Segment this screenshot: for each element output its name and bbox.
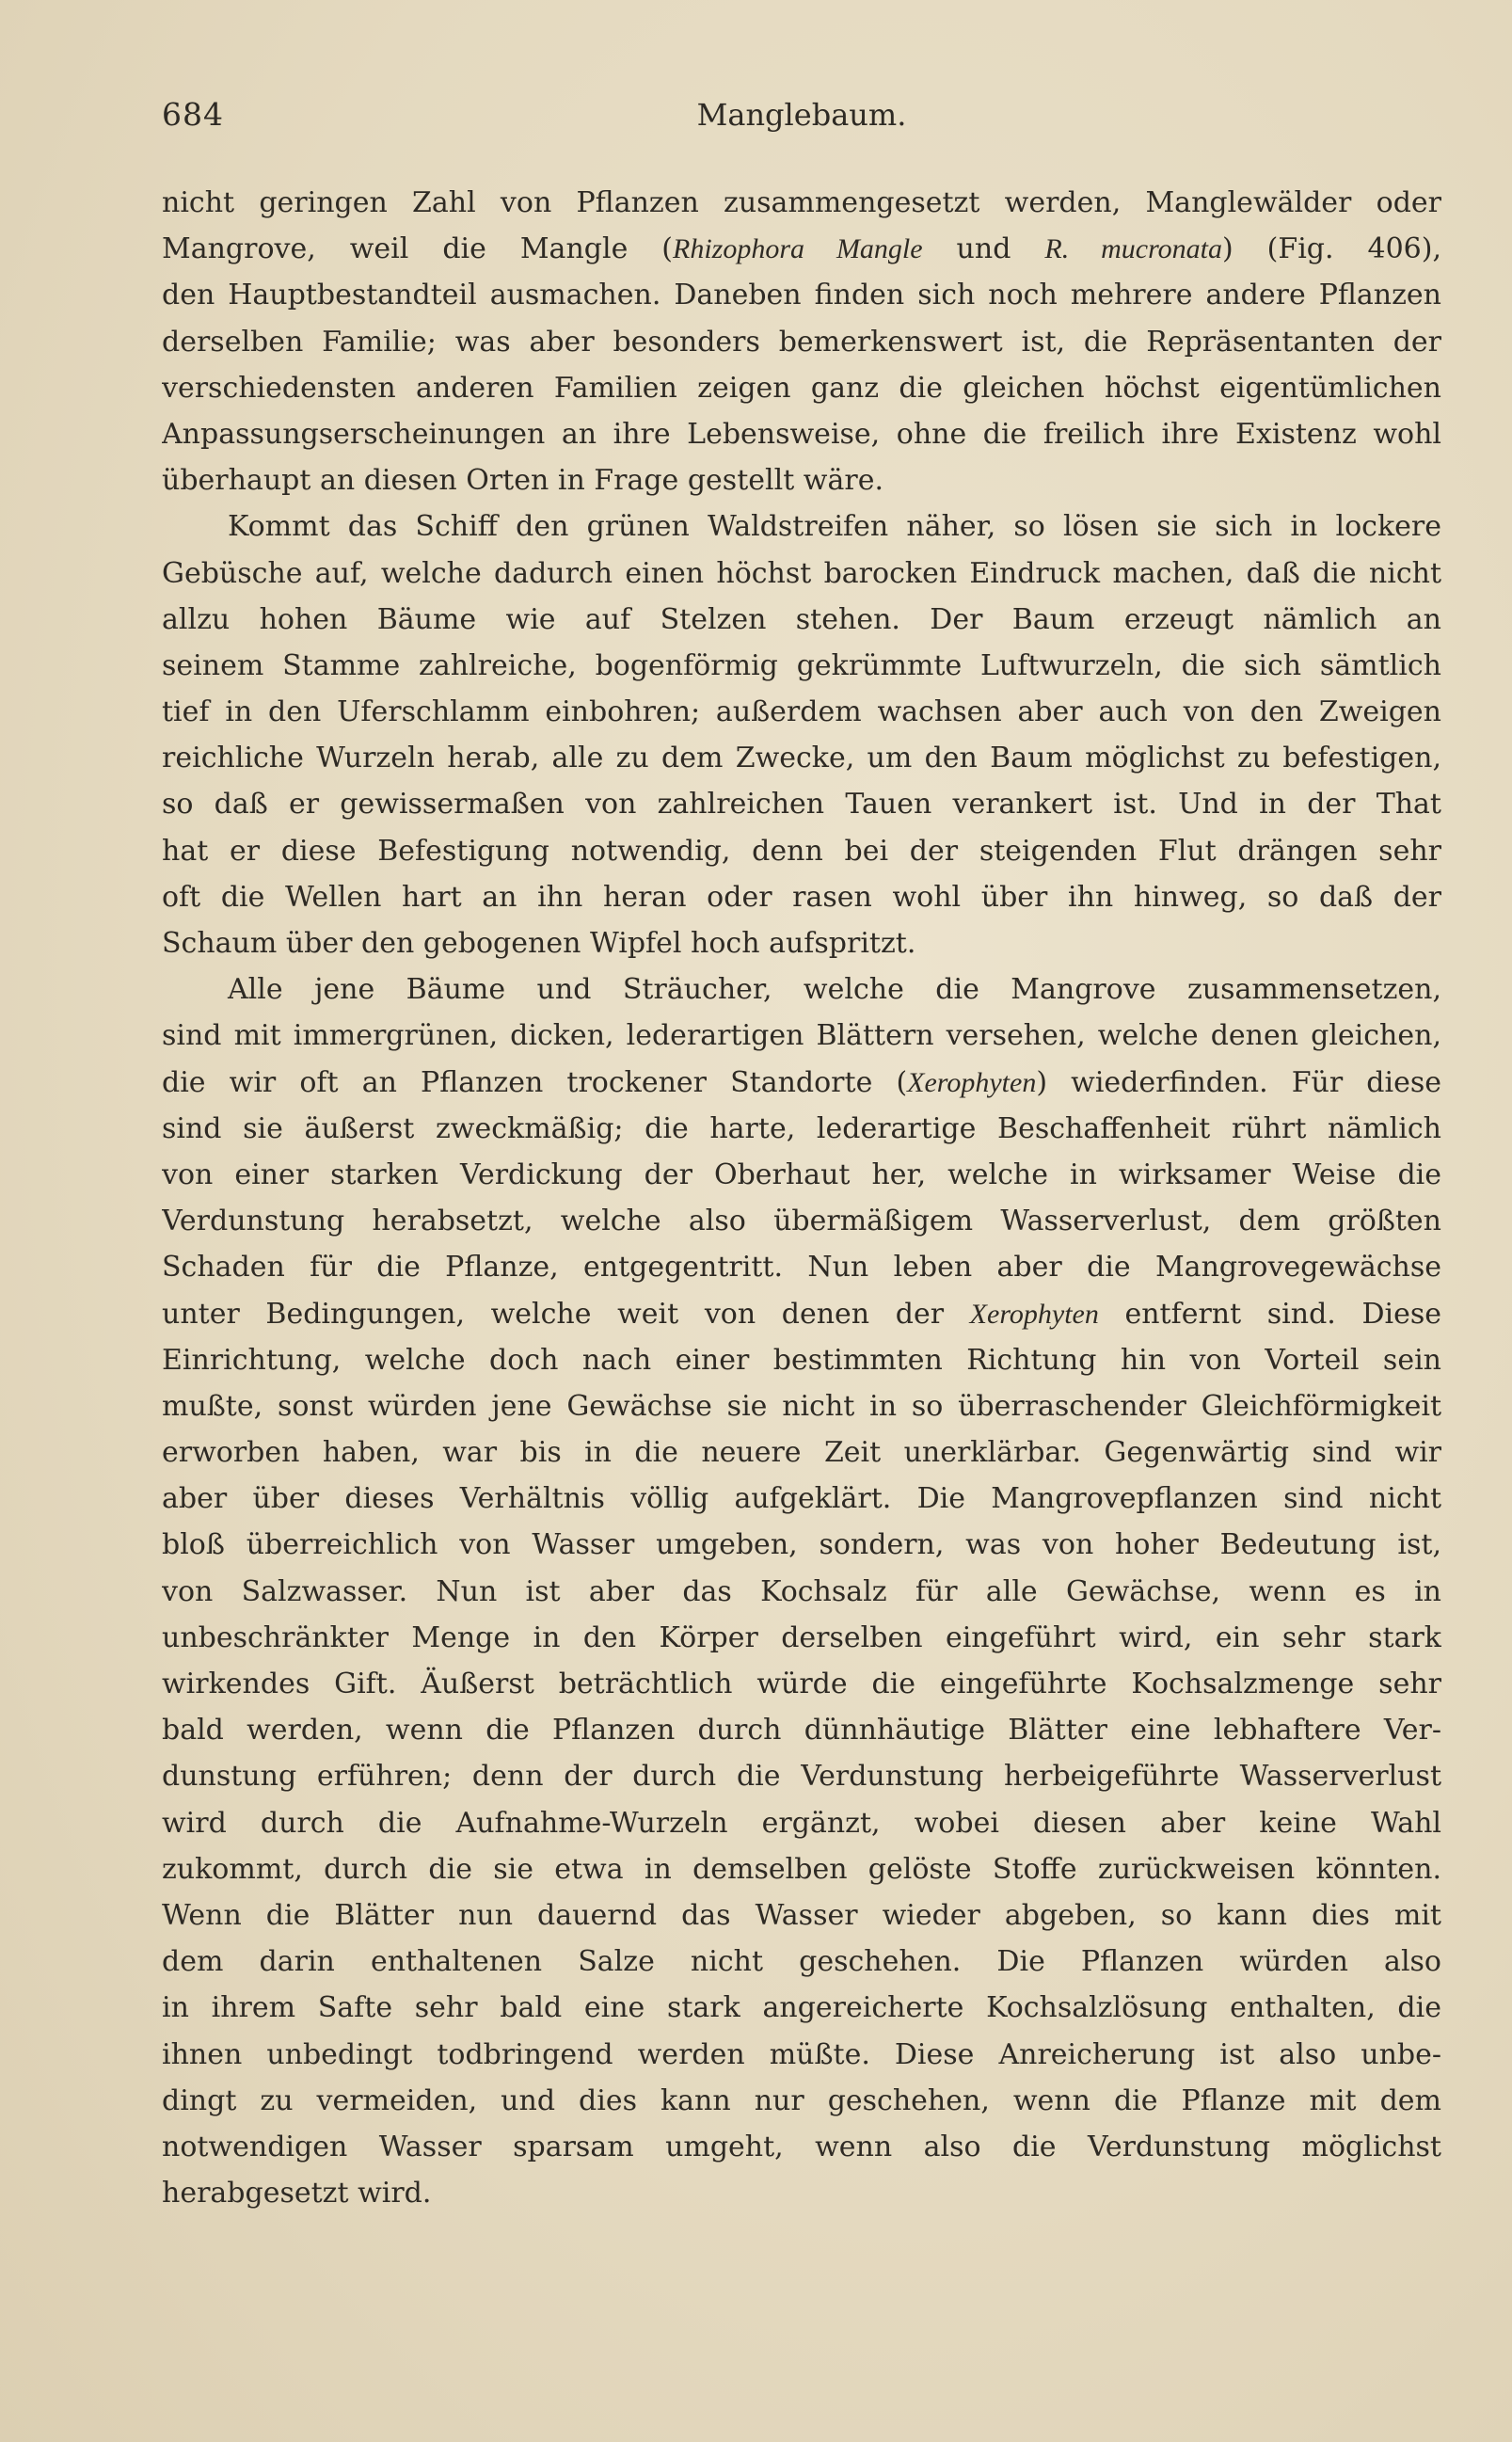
- text-line: mußte, sonst würden jene Gewächse sie nicht in so überraschender Gleichförmigkeit: [162, 1389, 1441, 1423]
- text-line: dem darin enthaltenen Salze nicht geschehen. Die Pflanzen würden also: [162, 1945, 1441, 1979]
- text-line: herabgesetzt wird.: [162, 2177, 432, 2211]
- text-line: ihnen unbedingt todbringend werden müßte. Diese Anreicherung ist also unbe-: [162, 2037, 1441, 2071]
- text-line: [162, 1291, 1441, 1337]
- text-line: hat er diese Befestigung notwendig, denn bei der steigenden Flut drängen sehr: [162, 834, 1441, 868]
- text-line: von Salzwasser. Nun ist aber das Kochsalz für alle Gewächse, wenn es in: [162, 1574, 1441, 1608]
- text-line: wird durch die Aufnahme-Wurzeln ergänzt, wobei diesen aber keine Wahl: [162, 1806, 1441, 1840]
- text-line: Anpassungserscheinungen an ihre Lebensweise, ohne die freilich ihre Existenz wohl: [162, 417, 1441, 451]
- text-segment: ) wiederfinden. Für diese: [1036, 1065, 1441, 1099]
- text-segment: die wir oft an Pflanzen trockener Standorte (: [162, 1065, 908, 1099]
- text-line: Verdunstung herabsetzt, welche also übermäßigem Wasserverlust, dem größten: [162, 1205, 1441, 1238]
- text-line: nicht geringen Zahl von Pflanzen zusammengesetzt werden, Manglewälder oder: [162, 186, 1441, 219]
- running-title: Manglebaum.: [696, 97, 907, 133]
- text-line: tief in den Uferschlamm einbohren; außerdem wachsen aber auch von den Zweigen: [162, 695, 1441, 729]
- text-line: notwendigen Wasser sparsam umgeht, wenn also die Verdunstung möglichst: [162, 2130, 1441, 2163]
- text-segment: Mangrove, weil die Mangle (: [162, 232, 673, 266]
- text-line: Kommt das Schiff den grünen Waldstreifen näher, so lösen sie sich in lockere: [228, 510, 1441, 544]
- text-line: sind sie äußerst zweckmäßig; die harte, lederartige Beschaffenheit rührt nämlich: [162, 1111, 1441, 1145]
- text-segment: ) (Fig. 406),: [1222, 232, 1441, 266]
- italic-term: Rhizophora Mangle: [673, 233, 923, 265]
- running-head: [162, 92, 1441, 137]
- text-segment: entfernt sind. Diese: [1098, 1297, 1441, 1331]
- italic-term: R. mucronata: [1044, 233, 1223, 265]
- text-line: oft die Wellen hart an ihn heran oder rasen wohl über ihn hinweg, so daß der: [162, 880, 1441, 914]
- text-segment: unter Bedingungen, welche weit von denen der: [162, 1297, 970, 1331]
- text-line: bald werden, wenn die Pflanzen durch dünnhäutige Blätter eine lebhaftere Ver-: [162, 1714, 1441, 1748]
- text-line: in ihrem Safte sehr bald eine stark angereicherte Kochsalzlösung enthalten, die: [162, 1991, 1441, 2025]
- text-line: den Hauptbestandteil ausmachen. Daneben finden sich noch mehrere andere Pflanzen: [162, 279, 1441, 312]
- text-line: wirkendes Gift. Äußerst beträchtlich würde die eingeführte Kochsalzmenge sehr: [162, 1668, 1441, 1700]
- body-text: [162, 180, 1441, 2216]
- text-line: Gebüsche auf, welche dadurch einen höchst barocken Eindruck machen, daß die nicht: [162, 556, 1441, 590]
- text-segment: und: [922, 232, 1045, 266]
- italic-term: Xerophyten: [907, 1066, 1037, 1098]
- text-line: allzu hohen Bäume wie auf Stelzen stehen. Der Baum erzeugt nämlich an: [162, 602, 1441, 636]
- text-line: erworben haben, war bis in die neuere Zeit unerklärbar. Gegenwärtig sind wir: [162, 1436, 1441, 1470]
- text-line: dunstung erführen; denn der durch die Verdunstung herbeigeführte Wasserverlust: [162, 1760, 1441, 1794]
- text-line: bloß überreichlich von Wasser umgeben, sondern, was von hoher Bedeutung ist,: [162, 1528, 1441, 1562]
- text-line: [162, 1060, 1441, 1106]
- text-line: [162, 226, 1441, 272]
- text-line: reichliche Wurzeln herab, alle zu dem Zwecke, um den Baum möglichst zu befestigen,: [162, 742, 1441, 775]
- text-line: so daß er gewissermaßen von zahlreichen Tauen verankert ist. Und in der That: [162, 788, 1441, 822]
- text-line: von einer starken Verdickung der Oberhaut her, welche in wirksamer Weise die: [162, 1157, 1441, 1191]
- text-line: Schaum über den gebogenen Wipfel hoch aufspritzt.: [162, 927, 916, 960]
- text-line: seinem Stamme zahlreiche, bogenförmig gekrümmte Luftwurzeln, die sich sämtlich: [162, 648, 1441, 682]
- page-number: 684: [162, 96, 224, 133]
- text-line: Schaden für die Pflanze, entgegentritt. Nun leben aber die Mangrovegewächse: [162, 1251, 1441, 1285]
- text-line: zukommt, durch die sie etwa in demselben gelöste Stoffe zurückweisen könnten.: [162, 1852, 1441, 1886]
- text-line: aber über dieses Verhältnis völlig aufgeklärt. Die Mangrovepflanzen sind nicht: [162, 1482, 1441, 1516]
- italic-term: Xerophyten: [969, 1298, 1099, 1330]
- text-line: derselben Familie; was aber besonders bemerkenswert ist, die Repräsentanten der: [162, 325, 1441, 359]
- text-line: Einrichtung, welche doch nach einer bestimmten Richtung hin von Vorteil sein: [162, 1343, 1441, 1377]
- text-line: dingt zu vermeiden, und dies kann nur geschehen, wenn die Pflanze mit dem: [162, 2083, 1441, 2117]
- text-line: unbeschränkter Menge in den Körper derselben eingeführt wird, ein sehr stark: [162, 1620, 1441, 1654]
- text-line: überhaupt an diesen Orten in Frage gestellt wäre.: [162, 464, 883, 498]
- text-line: Wenn die Blätter nun dauernd das Wasser wieder abgeben, so kann dies mit: [162, 1898, 1441, 1932]
- text-line: sind mit immergrünen, dicken, lederartigen Blättern versehen, welche denen gleichen,: [162, 1019, 1441, 1053]
- text-line: Alle jene Bäume und Sträucher, welche die Mangrove zusammensetzen,: [228, 973, 1441, 1007]
- text-line: verschiedensten anderen Familien zeigen ganz die gleichen höchst eigentümlichen: [162, 371, 1441, 405]
